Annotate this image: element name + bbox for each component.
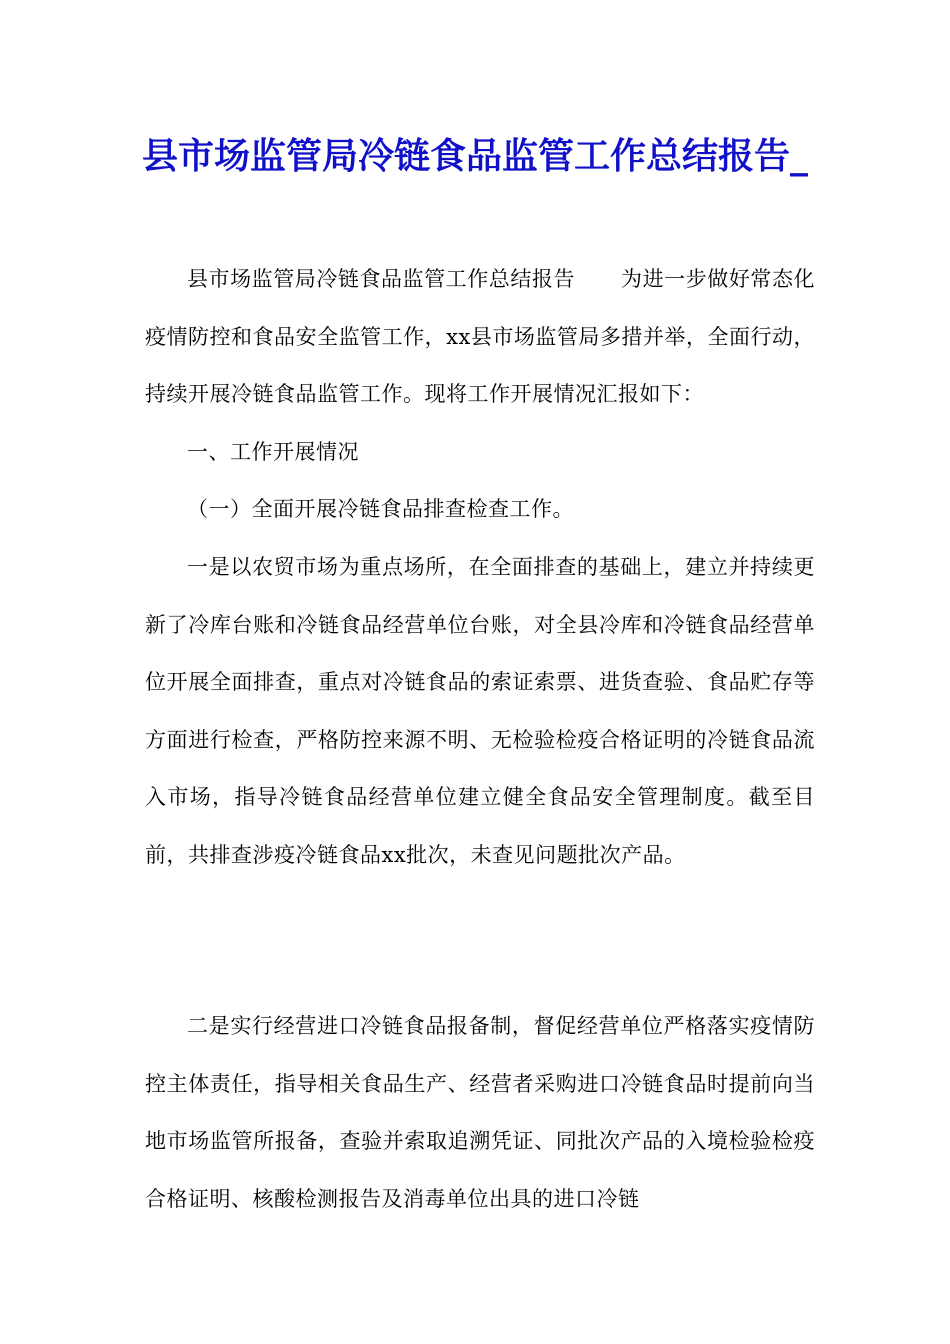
subsection-1-heading: （一）全面开展冷链食品排查检查工作。: [187, 497, 574, 521]
intro-heading: 县市场监管局冷链食品监管工作总结报告: [187, 267, 575, 291]
section-1-heading: 一、工作开展情况: [187, 440, 359, 464]
intro-body: 为进一步做好常态化疫情防控和食品安全监管工作，xx县市场监管局多措并举，全面行动，持续开展冷链食品监管工作。现将工作开展情况汇报如下：: [145, 267, 815, 406]
body-paragraph-1: 一是以农贸市场为重点场所，在全面排查的基础上，建立并持续更新了冷库台账和冷链食品经营单位台账，对全县冷库和冷链食品经营单位开展全面排查，重点对冷链食品的索证索票、进货查验、食品贮存等方面进行检查，严格防控来源不明、无检验检疫合格证明的冷链食品流入市场，指导冷链食品经营单位建立健全食品安全管理制度。截至目前，共排查涉疫冷链食品xx批次，未查见问题批次产品。: [145, 555, 815, 867]
body-paragraph-2: 二是实行经营进口冷链食品报备制，督促经营单位严格落实疫情防控主体责任，指导相关食品生产、经营者采购进口冷链食品时提前向当地市场监管所报备，查验并索取追溯凭证、同批次产品的入境检验检疫合格证明、核酸检测报告及消毒单位出具的进口冷链: [145, 1014, 815, 1211]
intro-paragraph: [145, 251, 815, 424]
document-title: 县市场监管局冷链食品监管工作总结报告_: [141, 135, 808, 177]
